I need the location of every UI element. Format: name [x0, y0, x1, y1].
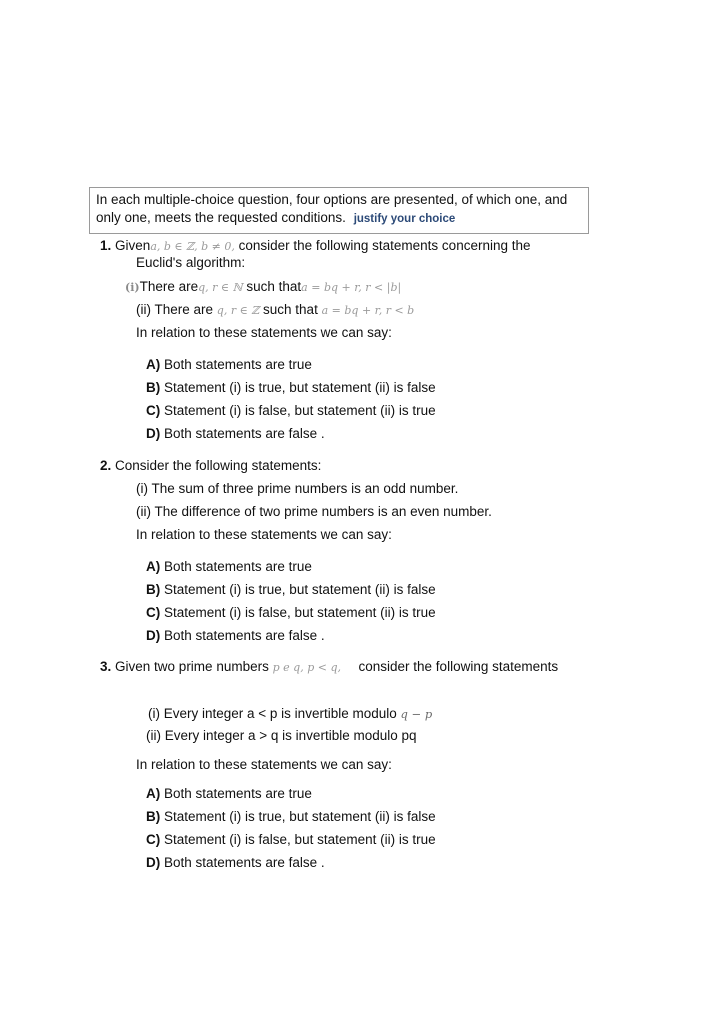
q1-s2-math2: a = bq + r, r < b	[321, 304, 415, 317]
q2-statement-2: (ii) The difference of two prime numbers is an even number.	[136, 504, 492, 519]
instructions-box	[89, 187, 589, 234]
q2-option-d	[146, 628, 325, 644]
q1-s1-mid: such that	[246, 279, 302, 294]
q3-option-b	[146, 809, 436, 825]
q3-option-d-letter: D)	[146, 855, 161, 870]
q2-option-b-text: Statement (i) is true, but statement (ii) is false	[164, 582, 436, 597]
q2-option-a	[146, 559, 312, 575]
q1-s1-text: There are	[139, 279, 199, 294]
q1-option-c-letter: C)	[146, 403, 161, 418]
instructions-text: In each multiple-choice question, four options are presented, of which one, and only one, meets the requested conditions.	[96, 192, 568, 225]
q1-option-c	[146, 403, 436, 419]
q1-statement-2	[136, 302, 414, 319]
q2-statement-1: (i) The sum of three prime numbers is an odd number.	[136, 481, 459, 496]
q1-s2-mid: such that	[263, 302, 318, 317]
q3-relation: In relation to these statements we can say:	[136, 757, 392, 772]
q1-option-b-text: Statement (i) is true, but statement (ii) is false	[164, 380, 436, 395]
q3-suffix: consider the following statements	[358, 659, 559, 674]
q3-option-b-letter: B)	[146, 809, 161, 824]
q3-s1-math: q − p	[400, 707, 433, 721]
q2-option-d-text: Both statements are false .	[164, 628, 325, 643]
q1-option-b-letter: B)	[146, 380, 161, 395]
q3-option-c	[146, 832, 436, 848]
q2-relation: In relation to these statements we can say:	[136, 527, 392, 542]
q1-relation: In relation to these statements we can say:	[136, 325, 392, 340]
q3-number: 3.	[100, 659, 112, 674]
q3-option-a	[146, 786, 312, 802]
q3-math: p e q, p < q,	[272, 661, 341, 674]
q1-s1-label: (i)	[125, 281, 140, 294]
q1-option-d	[146, 426, 325, 442]
q3-option-d-text: Both statements are false .	[164, 855, 325, 870]
q3-prefix: Given two prime numbers	[115, 659, 269, 674]
q1-statement-1	[125, 279, 401, 296]
q1-line2: Euclid's algorithm:	[136, 255, 246, 270]
q3-s1-text: (i) Every integer a < p is invertible modulo	[148, 706, 397, 721]
q1-option-d-letter: D)	[146, 426, 161, 441]
q1-option-c-text: Statement (i) is false, but statement (ii) is true	[164, 403, 436, 418]
q1-consider: consider the following statements concerning the	[238, 238, 531, 253]
q1-given: Given	[115, 238, 151, 253]
q1-option-d-text: Both statements are false .	[164, 426, 325, 441]
q3-option-c-text: Statement (i) is false, but statement (ii) is true	[164, 832, 436, 847]
q2-option-d-letter: D)	[146, 628, 161, 643]
q1-option-a	[146, 357, 312, 373]
q2-option-b	[146, 582, 436, 598]
q2-title: Consider the following statements:	[115, 458, 322, 473]
q1-s2-text: (ii) There are	[136, 302, 214, 317]
q3-statement-2: (ii) Every integer a > q is invertible modulo pq	[146, 728, 417, 743]
q1-math-ab: a, b ∈ ℤ, b ≠ 0,	[150, 240, 235, 253]
q2-option-c-text: Statement (i) is false, but statement (ii) is true	[164, 605, 436, 620]
q3-option-a-text: Both statements are true	[164, 786, 312, 801]
q3-title-line	[100, 659, 558, 676]
q3-option-a-letter: A)	[146, 786, 161, 801]
q1-s2-math1: q, r ∈ ℤ	[216, 304, 260, 317]
q2-option-c-letter: C)	[146, 605, 161, 620]
q1-number: 1.	[100, 238, 112, 253]
q1-option-b	[146, 380, 436, 396]
q1-s1-math1: q, r ∈ ℕ	[198, 281, 243, 294]
justify-note: justify your choice	[353, 213, 456, 225]
q2-title-line	[100, 458, 321, 474]
q2-option-b-letter: B)	[146, 582, 161, 597]
q3-option-b-text: Statement (i) is true, but statement (ii) is false	[164, 809, 436, 824]
q1-line1	[100, 238, 531, 255]
q3-option-d	[146, 855, 325, 871]
q3-statement-1	[148, 706, 432, 722]
q1-option-a-letter: A)	[146, 357, 161, 372]
q2-option-a-letter: A)	[146, 559, 161, 574]
q2-option-a-text: Both statements are true	[164, 559, 312, 574]
q2-number: 2.	[100, 458, 112, 473]
q1-s1-math2: a = bq + r, r < |b|	[301, 281, 402, 294]
q1-option-a-text: Both statements are true	[164, 357, 312, 372]
q2-option-c	[146, 605, 436, 621]
q3-option-c-letter: C)	[146, 832, 161, 847]
